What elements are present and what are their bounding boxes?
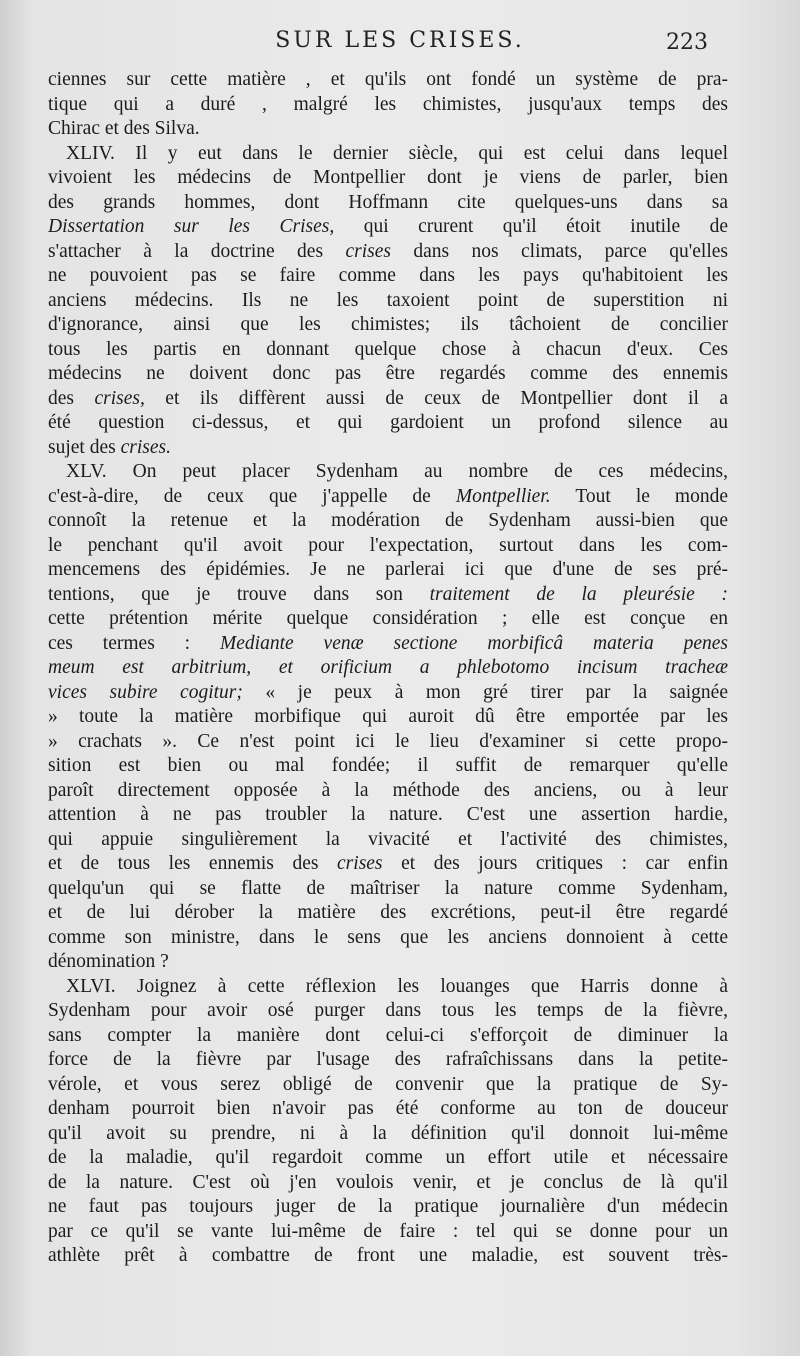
text-line: attention à ne pas troubler la nature. C'est une assertion hardie,: [48, 804, 728, 825]
text-line: XLV. On peut placer Sydenham au nombre de ces médecins,: [66, 461, 728, 482]
text-line: » crachats ». Ce n'est point ici le lieu d'examiner si cette propo-: [48, 730, 728, 752]
text-line: et de lui dérober la matière des excrétions, peut-il être regardé: [48, 902, 728, 923]
text-line: paroît directement opposée à la méthode des anciens, ou à leur: [48, 779, 728, 801]
text-line: été question ci-dessus, et qui gardoient un profond silence au: [48, 412, 728, 433]
text-line: [48, 387, 728, 412]
italic-text: vices subire cogitur;: [48, 681, 243, 703]
text-line: [48, 215, 728, 240]
text-line: denham pourroit bien n'avoir pas été conforme au ton de douceur: [48, 1098, 728, 1119]
text-line: par ce qu'il se vante lui-même de faire : tel qui se donne pour un: [48, 1220, 728, 1242]
text-line: anciens médecins. Ils ne les taxoient point de superstition ni: [48, 289, 728, 311]
text-line: ciennes sur cette matière , et qu'ils ont fondé un système de pra-: [48, 69, 728, 90]
text-segment: des: [48, 387, 95, 409]
text-line: d'ignorance, ainsi que les chimistes; ils tâchoient de concilier: [48, 314, 728, 335]
text-line: [48, 656, 728, 681]
text-line: [48, 681, 728, 706]
text-line: ne pouvoient pas se faire comme dans les pays qu'habitoient les: [48, 265, 728, 286]
text-line: médecins ne doivent donc pas être regardés comme des ennemis: [48, 363, 728, 384]
text-line: sans compter la manière dont celui-ci s'efforçoit de diminuer la: [48, 1024, 728, 1046]
text-line: quelqu'un qui se flatte de maîtriser la nature comme Sydenham,: [48, 877, 728, 899]
text-line: connoît la retenue et la modération de Sydenham aussi-bien que: [48, 510, 728, 531]
italic-text: crises.: [120, 436, 171, 458]
italic-text: Dissertation sur les Crises,: [48, 216, 335, 237]
text-line: vérole, et vous serez obligé de convenir que la pratique de Sy-: [48, 1073, 728, 1095]
text-line: cette prétention mérite quelque considération ; elle est conçue en: [48, 608, 728, 629]
text-line: XLVI. Joignez à cette réflexion les louanges que Harris donne à: [66, 975, 728, 997]
text-line: comme son ministre, dans le sens que les anciens donnoient à cette: [48, 926, 728, 948]
italic-text: crises,: [94, 387, 145, 409]
text-segment: et ils diffèrent aussi de ceux de Montpellier dont il a: [144, 387, 728, 409]
text-line: [48, 485, 728, 510]
text-line: tique qui a duré , malgré les chimistes, jusqu'aux temps des: [48, 93, 728, 115]
italic-text: crises: [337, 853, 383, 874]
text-segment: et des jours critiques : car enfin: [382, 853, 728, 874]
running-title: SUR LES CRISES.: [275, 28, 525, 53]
text-segment: qui crurent qu'il étoit inutile de: [334, 216, 728, 237]
text-line: sition est bien ou mal fondée; il suffit de remarquer qu'elle: [48, 755, 728, 776]
text-line: dénomination ?: [48, 951, 169, 972]
text-line: mencemens des épidémies. Je ne parlerai ici que d'une de ses pré-: [48, 559, 728, 580]
text-segment: ces termes :: [48, 632, 221, 654]
text-line: vivoient les médecins de Montpellier dont je viens de parler, bien: [48, 167, 728, 188]
page-number: 223: [666, 30, 708, 55]
text-line: [48, 632, 728, 657]
text-segment: « je peux à mon gré tirer par la saignée: [242, 681, 728, 703]
text-segment: tentions, que je trouve dans son: [48, 583, 430, 605]
text-line: Chirac et des Silva.: [48, 118, 200, 139]
text-line: qui appuie singulièrement la vivacité et l'activité des chimistes,: [48, 828, 728, 850]
running-head: [0, 28, 800, 58]
body-text: [48, 68, 728, 1269]
text-line: athlète prêt à combattre de front une maladie, est souvent très-: [48, 1245, 728, 1266]
text-line: [48, 852, 728, 877]
italic-text: meum est arbitrium, et orificium a phlebotomo incisum tracheæ: [48, 657, 728, 678]
italic-text: Montpellier.: [455, 485, 551, 507]
text-segment: et de tous les ennemis des: [48, 853, 338, 874]
italic-text: traitement de la pleurésie :: [429, 583, 728, 605]
text-segment: c'est-à-dire, de ceux que j'appelle de: [48, 485, 456, 507]
text-line: Sydenham pour avoir osé purger dans tous les temps de la fièvre,: [48, 1000, 728, 1021]
text-line: de la nature. C'est où j'en voulois venir, et je conclus de là qu'il: [48, 1171, 728, 1193]
text-line: XLIV. Il y eut dans le dernier siècle, qui est celui dans lequel: [66, 142, 728, 164]
text-segment: sujet des: [48, 436, 121, 458]
text-segment: dans nos climats, parce qu'elles: [390, 240, 728, 262]
text-line: tous les partis en donnant quelque chose à chacun d'eux. Ces: [48, 338, 728, 360]
text-line: [48, 240, 728, 265]
text-segment: s'attacher à la doctrine des: [48, 240, 346, 262]
italic-text: crises: [345, 240, 391, 262]
text-line: de la maladie, qu'il regardoit comme un effort utile et nécessaire: [48, 1147, 728, 1168]
text-line: le penchant qu'il avoit pour l'expectation, surtout dans les com-: [48, 534, 728, 556]
text-line: [48, 583, 728, 608]
text-segment: Tout le monde: [550, 485, 728, 507]
text-line: [48, 436, 728, 461]
text-line: des grands hommes, dont Hoffmann cite quelques-uns dans sa: [48, 191, 728, 213]
text-line: » toute la matière morbifique qui auroit dû être emportée par les: [48, 706, 728, 727]
text-line: qu'il avoit su prendre, ni à la définition qu'il donnoit lui-même: [48, 1122, 728, 1144]
text-line: force de la fièvre par l'usage des rafraîchissans dans la petite-: [48, 1049, 728, 1070]
italic-text: Mediante venæ sectione morbificâ materia penes: [220, 632, 728, 654]
text-line: ne faut pas toujours juger de la pratique journalière d'un médecin: [48, 1196, 728, 1217]
